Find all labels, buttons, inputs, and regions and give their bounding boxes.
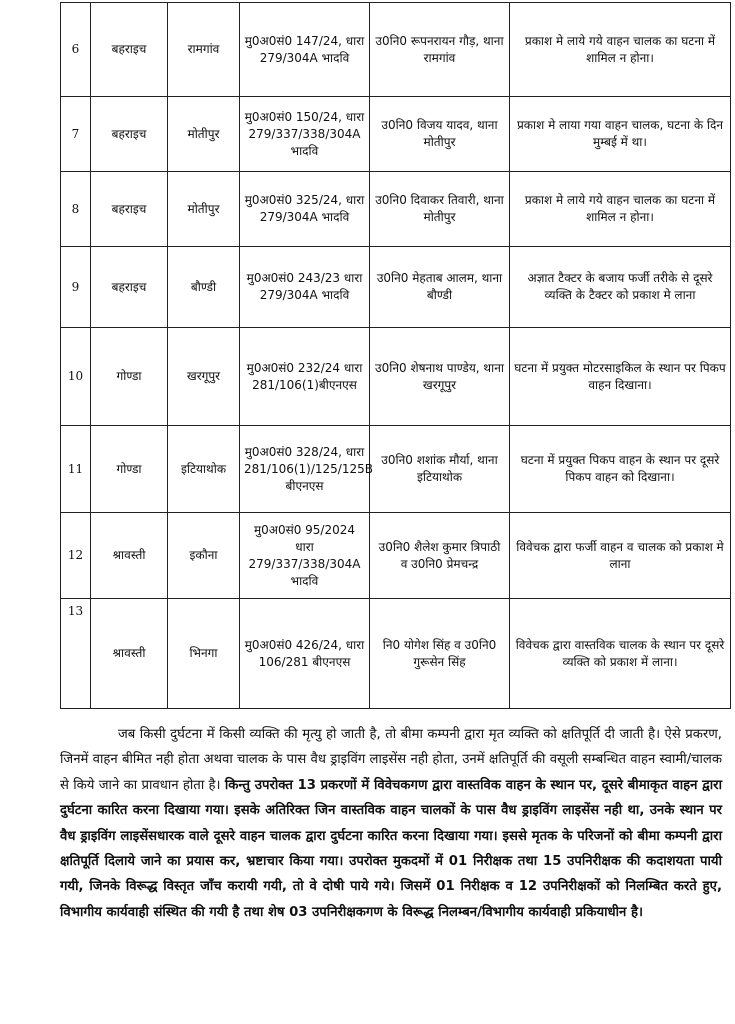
case-number-cell: मु0अ0सं0 95/2024 धारा 279/337/338/304A भादवि — [240, 513, 370, 599]
remark-cell: विवेचक द्वारा वास्तविक चालक के स्थान पर दूसरे व्यक्ति को प्रकाश में लाना। — [510, 599, 731, 709]
police-station-cell: खरगूपुर — [168, 328, 240, 426]
serial-number: 8 — [61, 172, 91, 247]
serial-number: 6 — [61, 3, 91, 97]
case-number-cell: मु0अ0सं0 243/23 धारा 279/304A भादवि — [240, 247, 370, 328]
serial-number: 9 — [61, 247, 91, 328]
remark-cell: विवेचक द्वारा फर्जी वाहन व चालक को प्रकाश मे लाना — [510, 513, 731, 599]
table-row — [61, 328, 731, 426]
serial-number: 12 — [61, 513, 91, 599]
serial-number: 10 — [61, 328, 91, 426]
police-station-cell: मोतीपुर — [168, 97, 240, 172]
remark-cell: प्रकाश मे लाये गये वाहन चालक का घटना में शामिल न होना। — [510, 3, 731, 97]
case-number-cell: मु0अ0सं0 426/24, धारा 106/281 बीएनएस — [240, 599, 370, 709]
remark-cell: घटना में प्रयुक्त पिकप वाहन के स्थान पर दूसरे पिकप वाहन को दिखाना। — [510, 426, 731, 513]
investigating-officer-cell: उ0नि0 रूपनरायन गौड़, थाना रामगांव — [370, 3, 510, 97]
remark-cell: घटना में प्रयुक्त मोटरसाइकिल के स्थान पर पिकप वाहन दिखाना। — [510, 328, 731, 426]
investigating-officer-cell: नि0 योगेश सिंह व उ0नि0 गुरूसेन सिंह — [370, 599, 510, 709]
district-cell: श्रावस्ती — [91, 513, 168, 599]
district-cell: गोण्डा — [91, 426, 168, 513]
district-cell: बहराइच — [91, 97, 168, 172]
remark-cell: प्रकाश मे लाया गया वाहन चालक, घटना के दिन मुम्बई में था। — [510, 97, 731, 172]
table-row — [61, 426, 731, 513]
table-row — [61, 247, 731, 328]
table-row — [61, 599, 731, 709]
case-number-cell: मु0अ0सं0 328/24, धारा 281/106(1)/125/125B बीएनएस — [240, 426, 370, 513]
district-cell: बहराइच — [91, 247, 168, 328]
cases-table — [60, 2, 731, 709]
police-station-cell: इटियाथोक — [168, 426, 240, 513]
investigating-officer-cell: उ0नि0 दिवाकर तिवारी, थाना मोतीपुर — [370, 172, 510, 247]
paragraph-bold-text: किन्तु उपरोक्त 13 प्रकरणों में विवेचकगण द्वारा वास्तविक वाहन के स्थान पर, दूसरे बीमाकृत वाहन द्वारा दुर्घटना कारित करना दिखाया गया। इसके अतिरिक्त जिन वास्तविक वाहन चालकों के पास वैध ड्राइविंग लाइसेंस नही था, उनके स्थान पर वैध ड्राइविंग लाइसेंसधारक वाले दूसरे वाहन चालक द्वारा दुर्घटना कारित करना दिखाया गया। इससे मृतक के परिजनों को बीमा कम्पनी द्वारा क्षतिपूर्ति दिलाये जाने का प्रयास कर, भ्रष्टाचार किया गया। उपरोक्त मुकदमों में 01 निरीक्षक तथा 15 उपनिरीक्षक की कदाशयता पायी गयी, जिनके विरूद्ध विस्तृत जाँच करायी गयी, तो वे दोषी पाये गये। जिसमें 01 निरीक्षक व 12 उपनिरीक्षकों को निलम्बित करते हुए, विभागीय कार्यवाही संस्थित की गयी है तथा शेष 03 उपनिरीक्षकगण के विरूद्ध निलम्बन/विभागीय कार्यवाही प्रकियाधीन है। — [60, 777, 722, 920]
investigating-officer-cell: उ0नि0 शेषनाथ पाण्डेय, थाना खरगूपुर — [370, 328, 510, 426]
remark-cell: अज्ञात टैक्टर के बजाय फर्जी तरीके से दूसरे व्यक्ति के टैक्टर को प्रकाश मे लाना — [510, 247, 731, 328]
police-station-cell: रामगांव — [168, 3, 240, 97]
table-row — [61, 3, 731, 97]
police-station-cell: भिनगा — [168, 599, 240, 709]
police-station-cell: मोतीपुर — [168, 172, 240, 247]
case-number-cell: मु0अ0सं0 325/24, धारा 279/304A भादवि — [240, 172, 370, 247]
investigating-officer-cell: उ0नि0 शशांक मौर्या, थाना इटियाथोक — [370, 426, 510, 513]
district-cell: गोण्डा — [91, 328, 168, 426]
case-number-cell: मु0अ0सं0 150/24, धारा 279/337/338/304A भादवि — [240, 97, 370, 172]
remark-cell: प्रकाश मे लाये गये वाहन चालक का घटना में शामिल न होना। — [510, 172, 731, 247]
serial-number: 7 — [61, 97, 91, 172]
police-station-cell: इकौना — [168, 513, 240, 599]
case-number-cell: मु0अ0सं0 232/24 धारा 281/106(1)बीएनएस — [240, 328, 370, 426]
district-cell: बहराइच — [91, 172, 168, 247]
table-row — [61, 513, 731, 599]
district-cell: श्रावस्ती — [91, 599, 168, 709]
investigating-officer-cell: उ0नि0 शैलेश कुमार त्रिपाठी व उ0नि0 प्रेमचन्द्र — [370, 513, 510, 599]
summary-paragraph — [60, 722, 722, 925]
investigating-officer-cell: उ0नि0 मेहताब आलम, थाना बौण्डी — [370, 247, 510, 328]
investigating-officer-cell: उ0नि0 विजय यादव, थाना मोतीपुर — [370, 97, 510, 172]
police-station-cell: बौण्डी — [168, 247, 240, 328]
serial-number: 11 — [61, 426, 91, 513]
table-row — [61, 172, 731, 247]
case-number-cell: मु0अ0सं0 147/24, धारा 279/304A भादवि — [240, 3, 370, 97]
district-cell: बहराइच — [91, 3, 168, 97]
paragraph-normal-text: जब किसी दुर्घटना में किसी व्यक्ति की मृत्यु हो जाती है, तो बीमा कम्पनी द्वारा मृत व्यक्ति को क्षतिपूर्ति दी जाती है। ऐसे प्रकरण, जिनमें वाहन बीमित नही होता अथवा चालक के पास वैध ड्राइविंग लाइसेंस नही होता, उनमें क्षतिपूर्ति की वसूली सम्बन्धित वाहन स्वामी/चालक से किये जाने का प्रावधान होता है। — [60, 727, 722, 793]
serial-number: 13 — [61, 599, 91, 709]
table-row — [61, 97, 731, 172]
